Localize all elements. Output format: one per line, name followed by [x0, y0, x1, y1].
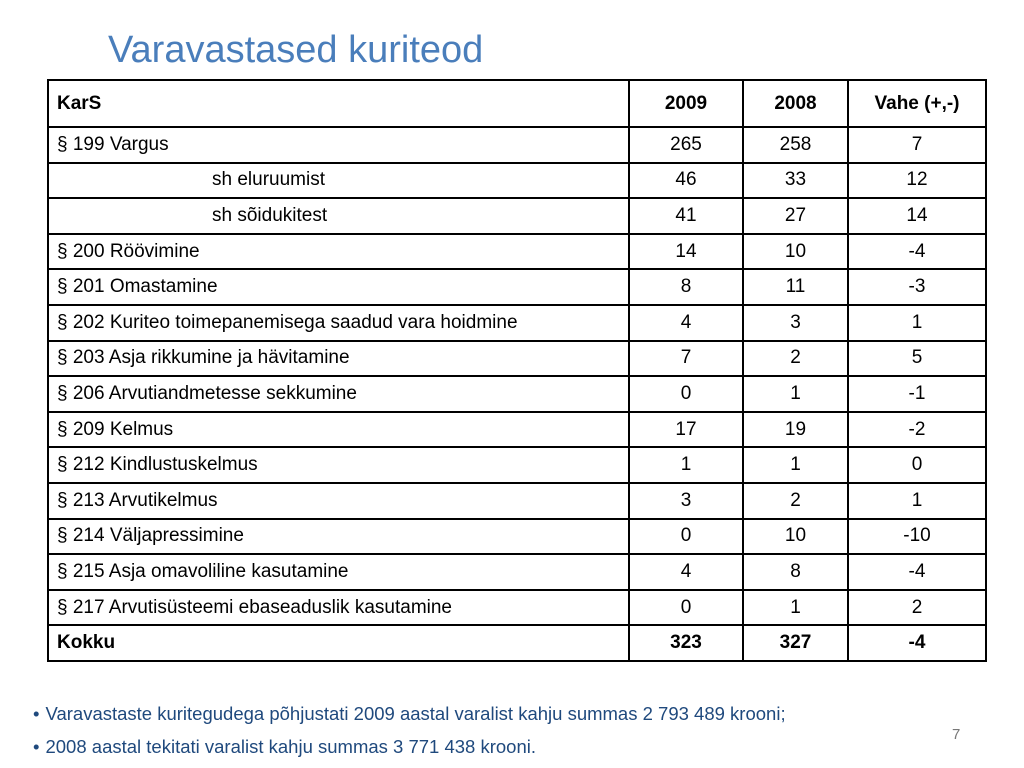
table-header-row [48, 80, 986, 127]
table-row [48, 269, 986, 305]
value-2008: 27 [743, 198, 848, 234]
value-2009: 0 [629, 519, 743, 555]
table-row [48, 412, 986, 448]
value-difference: -4 [848, 554, 986, 590]
total-2008: 327 [743, 625, 848, 661]
value-difference: 2 [848, 590, 986, 626]
column-header-kars: KarS [48, 80, 629, 127]
value-2009: 7 [629, 341, 743, 377]
value-2008: 3 [743, 305, 848, 341]
value-2008: 11 [743, 269, 848, 305]
table-row [48, 376, 986, 412]
value-2009: 265 [629, 127, 743, 163]
table-row [48, 590, 986, 626]
table-row [48, 519, 986, 555]
value-2009: 3 [629, 483, 743, 519]
value-2008: 10 [743, 234, 848, 270]
column-header-difference: Vahe (+,-) [848, 80, 986, 127]
row-label: § 206 Arvutiandmetesse sekkumine [48, 376, 629, 412]
table-total-row [48, 625, 986, 661]
value-2008: 33 [743, 163, 848, 199]
value-difference: 1 [848, 483, 986, 519]
value-difference: 5 [848, 341, 986, 377]
row-label: § 212 Kindlustuskelmus [48, 447, 629, 483]
value-difference: 12 [848, 163, 986, 199]
row-label: § 215 Asja omavoliline kasutamine [48, 554, 629, 590]
table-row [48, 198, 986, 234]
value-2008: 258 [743, 127, 848, 163]
row-label: § 217 Arvutisüsteemi ebaseaduslik kasutamine [48, 590, 629, 626]
column-header-2009: 2009 [629, 80, 743, 127]
row-label: § 209 Kelmus [48, 412, 629, 448]
table-row [48, 341, 986, 377]
bullet-item [33, 697, 786, 730]
row-label: § 203 Asja rikkumine ja hävitamine [48, 341, 629, 377]
row-label: § 201 Omastamine [48, 269, 629, 305]
value-2009: 8 [629, 269, 743, 305]
row-label: § 213 Arvutikelmus [48, 483, 629, 519]
value-2009: 14 [629, 234, 743, 270]
row-label: § 214 Väljapressimine [48, 519, 629, 555]
bullet-marker: • [33, 736, 40, 757]
value-2009: 0 [629, 376, 743, 412]
table-row [48, 234, 986, 270]
value-2009: 17 [629, 412, 743, 448]
row-label: sh sõidukitest [48, 198, 629, 234]
table-row [48, 554, 986, 590]
damage-summary-bullets [33, 697, 786, 763]
table-row [48, 127, 986, 163]
table-row [48, 163, 986, 199]
page-number: 7 [952, 726, 961, 743]
value-difference: -3 [848, 269, 986, 305]
table-row [48, 305, 986, 341]
value-2008: 1 [743, 376, 848, 412]
value-2009: 4 [629, 305, 743, 341]
value-2008: 8 [743, 554, 848, 590]
bullet-text: Varavastaste kuritegudega põhjustati 2009 aastal varalist kahju summas 2 793 489 krooni; [45, 703, 786, 724]
value-2009: 0 [629, 590, 743, 626]
row-label: § 202 Kuriteo toimepanemisega saadud vara hoidmine [48, 305, 629, 341]
value-difference: 7 [848, 127, 986, 163]
value-2009: 41 [629, 198, 743, 234]
value-difference: 14 [848, 198, 986, 234]
value-2009: 1 [629, 447, 743, 483]
total-difference: -4 [848, 625, 986, 661]
table-row [48, 447, 986, 483]
bullet-marker: • [33, 703, 40, 724]
value-difference: -10 [848, 519, 986, 555]
total-label: Kokku [48, 625, 629, 661]
value-2008: 2 [743, 483, 848, 519]
value-2008: 1 [743, 447, 848, 483]
value-2008: 2 [743, 341, 848, 377]
slide-title: Varavastased kuriteod [108, 29, 484, 71]
column-header-2008: 2008 [743, 80, 848, 127]
bullet-text: 2008 aastal tekitati varalist kahju summas 3 771 438 krooni. [45, 736, 537, 757]
value-2009: 4 [629, 554, 743, 590]
value-2008: 1 [743, 590, 848, 626]
value-difference: 0 [848, 447, 986, 483]
value-difference: -2 [848, 412, 986, 448]
value-difference: -1 [848, 376, 986, 412]
value-difference: 1 [848, 305, 986, 341]
value-difference: -4 [848, 234, 986, 270]
crime-statistics-table [47, 79, 987, 662]
row-label: § 199 Vargus [48, 127, 629, 163]
bullet-item [33, 730, 786, 763]
row-label: sh eluruumist [48, 163, 629, 199]
value-2009: 46 [629, 163, 743, 199]
total-2009: 323 [629, 625, 743, 661]
crime-statistics-table-container [47, 79, 985, 662]
table-row [48, 483, 986, 519]
value-2008: 10 [743, 519, 848, 555]
row-label: § 200 Röövimine [48, 234, 629, 270]
value-2008: 19 [743, 412, 848, 448]
